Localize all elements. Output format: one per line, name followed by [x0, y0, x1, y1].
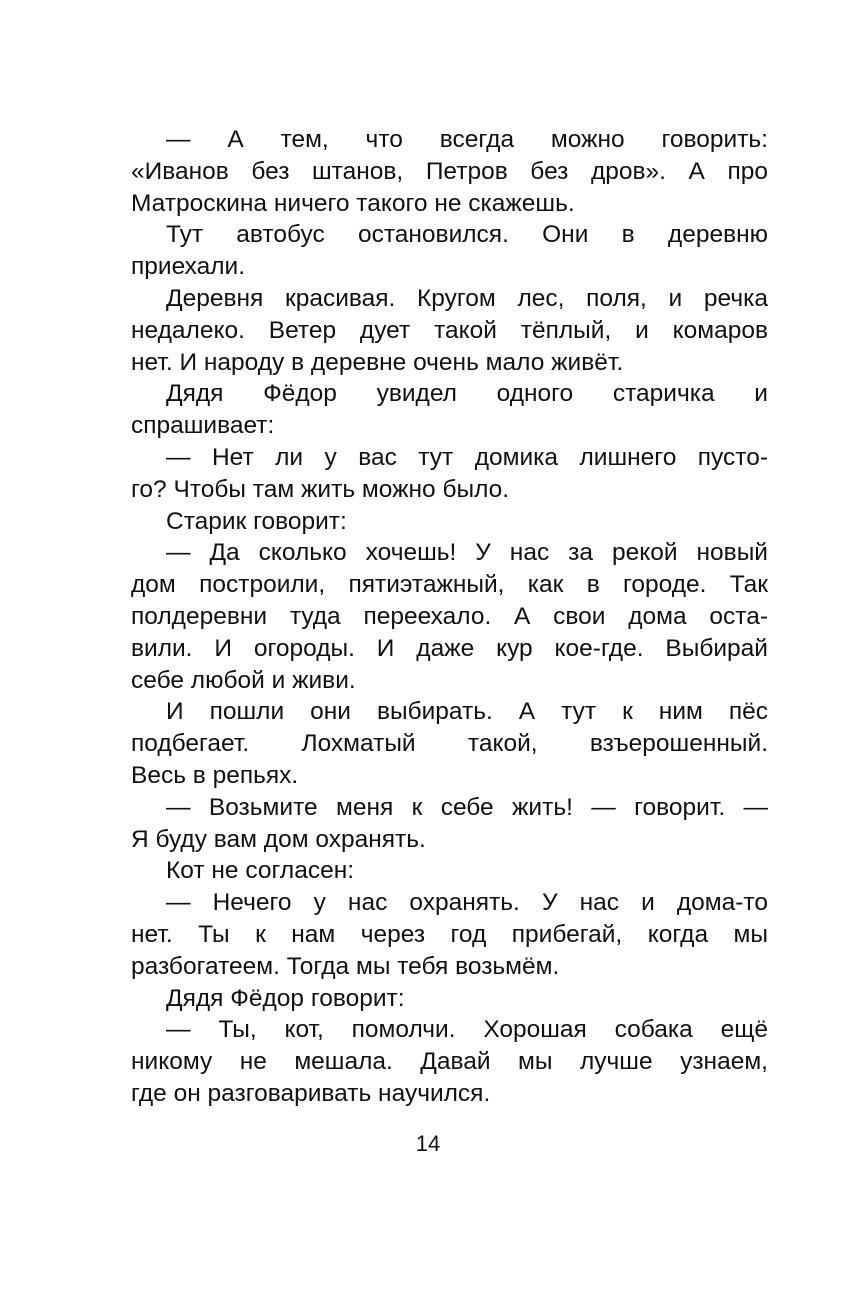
paragraph [131, 983, 768, 1015]
text-line: Деревня красивая. Кругом лес, поля, и речка [166, 284, 768, 312]
paragraph [131, 283, 768, 378]
text-line: го? Чтобы там жить можно было. [131, 475, 510, 503]
paragraph [131, 219, 768, 283]
paragraph [131, 124, 768, 219]
text-line: Дядя Фёдор увидел одного старичка и [166, 380, 768, 408]
text-line: Кот не согласен: [166, 857, 355, 885]
text-line: Я буду вам дом охранять. [131, 825, 426, 853]
text-line: — Нечего у нас охранять. У нас и дома-то [166, 889, 768, 917]
book-page-text [131, 124, 768, 1110]
text-line: — Да сколько хочешь! У нас за рекой новый [166, 539, 768, 567]
paragraph [131, 442, 768, 506]
text-line: вили. И огороды. И даже кур кое-где. Выбирай [131, 634, 768, 662]
text-line: Дядя Фёдор говорит: [166, 984, 405, 1012]
text-line: приехали. [131, 253, 246, 281]
paragraph [131, 887, 768, 982]
text-line: недалеко. Ветер дует такой тёплый, и комаров [131, 316, 768, 344]
text-line: разбогатеем. Тогда мы тебя возьмём. [131, 952, 560, 980]
text-line: где он разговаривать научился. [131, 1079, 491, 1107]
text-line: нет. И народу в деревне очень мало живёт. [131, 348, 624, 376]
paragraph [131, 696, 768, 791]
text-line: полдеревни туда переехало. А свои дома оста- [131, 602, 768, 630]
text-line: нет. Ты к нам через год прибегай, когда мы [131, 920, 768, 948]
page-number: 14 [415, 1131, 441, 1156]
text-line: — Нет ли у вас тут домика лишнего пусто- [166, 443, 768, 471]
text-line: Весь в репьях. [131, 761, 299, 789]
paragraph [131, 378, 768, 442]
text-line: подбегает. Лохматый такой, взъерошенный. [131, 730, 768, 758]
paragraph [131, 855, 768, 887]
paragraph [131, 1014, 768, 1109]
text-line: никому не мешала. Давай мы лучше узнаем, [131, 1048, 768, 1076]
paragraph [131, 792, 768, 856]
paragraph [131, 506, 768, 538]
text-line: себе любой и живи. [131, 666, 356, 694]
text-line: спрашивает: [131, 412, 275, 440]
text-line: Матроскина ничего такого не скажешь. [131, 189, 575, 217]
text-line: «Иванов без штанов, Петров без дров». А про [131, 157, 768, 185]
text-line: — А тем, что всегда можно говорить: [166, 126, 768, 153]
text-line: Старик говорит: [166, 507, 347, 535]
text-line: И пошли они выбирать. А тут к ним пёс [166, 698, 768, 726]
text-line: — Ты, кот, помолчи. Хорошая собака ещё [166, 1016, 768, 1044]
text-line: — Возьмите меня к себе жить! — говорит. — [166, 793, 768, 821]
text-line: дом построили, пятиэтажный, как в городе. Так [131, 571, 768, 599]
text-line: Тут автобус остановился. Они в деревню [166, 221, 768, 249]
paragraph [131, 537, 768, 696]
